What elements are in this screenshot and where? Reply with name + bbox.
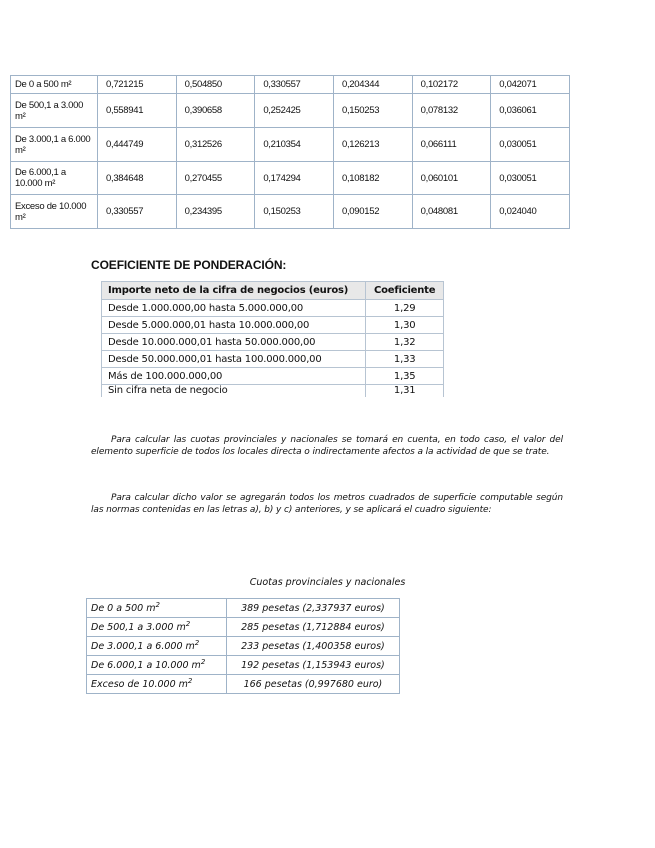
table-cell: 0,390658 xyxy=(176,94,255,128)
coef-cell: 1,33 xyxy=(366,351,444,368)
superscript: 2 xyxy=(194,638,200,647)
surface-range-cell xyxy=(87,618,227,637)
row-label: Exceso de 10.000 m² xyxy=(11,195,98,229)
coef-cell: 1,30 xyxy=(366,317,444,334)
table-cell: 0,066111 xyxy=(412,128,491,162)
ponderation-table xyxy=(101,281,444,397)
surface-label: Exceso de 10.000 m xyxy=(91,678,188,690)
table-row xyxy=(87,599,400,618)
surface-range-cell xyxy=(87,637,227,656)
table-cell: 0,312526 xyxy=(176,128,255,162)
table-cell: 0,174294 xyxy=(255,162,334,195)
surface-range-cell xyxy=(87,656,227,675)
table-cell: 0,030051 xyxy=(491,162,570,195)
coef-cell: 1,29 xyxy=(366,300,444,317)
table-cell: 0,444749 xyxy=(98,128,177,162)
superscript: 2 xyxy=(155,600,160,609)
table-row xyxy=(11,195,570,229)
table-cell: 0,210354 xyxy=(255,128,334,162)
table-cell: 0,042071 xyxy=(491,76,570,94)
table-cell: 0,060101 xyxy=(412,162,491,195)
price-cell: 285 pesetas (1,712884 euros) xyxy=(226,618,399,637)
table-row xyxy=(87,656,400,675)
coef-cell: 1,35 xyxy=(366,368,444,385)
table-cell: 0,384648 xyxy=(98,162,177,195)
table-cell: 0,504850 xyxy=(176,76,255,94)
table-row xyxy=(102,385,444,398)
coefficients-table xyxy=(10,75,570,229)
table-cell: 0,024040 xyxy=(491,195,570,229)
table-cell: 0,234395 xyxy=(176,195,255,229)
row-label: De 500,1 a 3.000 m² xyxy=(11,94,98,128)
surface-label: De 6.000,1 a 10.000 m xyxy=(91,659,201,671)
cuotas-title xyxy=(0,577,655,588)
paragraph-text: Para calcular dicho valor se agregarán todos los metros cuadrados de superficie computable según las normas contenidas en las letras a), b) y c) anteriores, y se aplicará el cuadro siguiente: xyxy=(91,493,563,515)
superscript: 2 xyxy=(185,619,191,628)
table-cell: 0,078132 xyxy=(412,94,491,128)
table-cell: 0,126213 xyxy=(333,128,412,162)
table-row xyxy=(102,300,444,317)
price-cell: 166 pesetas (0,997680 euro) xyxy=(226,675,399,694)
table-cell: 0,108182 xyxy=(333,162,412,195)
table-header-row xyxy=(102,282,444,300)
cuotas-table xyxy=(86,598,400,694)
surface-range-cell xyxy=(87,599,227,618)
ponderation-title: COEFICIENTE DE PONDERACIÓN: xyxy=(91,258,287,272)
table-cell: 0,558941 xyxy=(98,94,177,128)
table-row xyxy=(87,637,400,656)
paragraph xyxy=(91,434,563,458)
table-cell: 0,090152 xyxy=(333,195,412,229)
row-label: De 3.000,1 a 6.000 m² xyxy=(11,128,98,162)
importe-cell: Desde 1.000.000,00 hasta 5.000.000,00 xyxy=(102,300,366,317)
importe-cell: Desde 10.000.000,01 hasta 50.000.000,00 xyxy=(102,334,366,351)
price-cell: 233 pesetas (1,400358 euros) xyxy=(226,637,399,656)
importe-cell: Desde 5.000.000,01 hasta 10.000.000,00 xyxy=(102,317,366,334)
table-cell: 0,252425 xyxy=(255,94,334,128)
surface-label: De 0 a 500 m xyxy=(91,602,156,614)
table-cell: 0,721215 xyxy=(98,76,177,94)
table-cell: 0,150253 xyxy=(255,195,334,229)
table-cell: 0,102172 xyxy=(412,76,491,94)
surface-range-cell xyxy=(87,675,227,694)
table-row xyxy=(102,317,444,334)
surface-label: De 3.000,1 a 6.000 m xyxy=(91,640,195,652)
cuotas-title-text: Cuotas provinciales y nacionales xyxy=(249,577,406,588)
importe-cell: Más de 100.000.000,00 xyxy=(102,368,366,385)
row-label: De 6.000,1 a 10.000 m² xyxy=(11,162,98,195)
coef-cell: 1,31 xyxy=(366,385,444,398)
paragraph-text: Para calcular las cuotas provinciales y nacionales se tomará en cuenta, en todo caso, el valor del elemento superficie de todos los locales directa o indirectamente afectos a la actividad de que se trate. xyxy=(91,435,563,457)
table-row xyxy=(87,675,400,694)
table-cell: 0,204344 xyxy=(333,76,412,94)
price-cell: 389 pesetas (2,337937 euros) xyxy=(226,599,399,618)
table-cell: 0,270455 xyxy=(176,162,255,195)
table-cell: 0,330557 xyxy=(98,195,177,229)
row-label: De 0 a 500 m² xyxy=(11,76,98,94)
column-header-importe: Importe neto de la cifra de negocios (euros) xyxy=(102,282,366,300)
importe-cell: Desde 50.000.000,01 hasta 100.000.000,00 xyxy=(102,351,366,368)
table-row xyxy=(11,94,570,128)
column-header-coeficiente: Coeficiente xyxy=(366,282,444,300)
table-row xyxy=(11,128,570,162)
table-row xyxy=(102,334,444,351)
table-cell: 0,330557 xyxy=(255,76,334,94)
table-row xyxy=(11,162,570,195)
table-cell: 0,030051 xyxy=(491,128,570,162)
table-row xyxy=(102,368,444,385)
table-cell: 0,048081 xyxy=(412,195,491,229)
superscript: 2 xyxy=(187,676,193,685)
price-cell: 192 pesetas (1,153943 euros) xyxy=(226,656,399,675)
superscript: 2 xyxy=(200,657,206,666)
table-row xyxy=(11,76,570,94)
table-row xyxy=(102,351,444,368)
paragraph xyxy=(91,492,563,516)
surface-label: De 500,1 a 3.000 m xyxy=(91,621,186,633)
table-cell: 0,150253 xyxy=(333,94,412,128)
importe-cell: Sin cifra neta de negocio xyxy=(102,385,366,398)
table-cell: 0,036061 xyxy=(491,94,570,128)
coef-cell: 1,32 xyxy=(366,334,444,351)
table-row xyxy=(87,618,400,637)
